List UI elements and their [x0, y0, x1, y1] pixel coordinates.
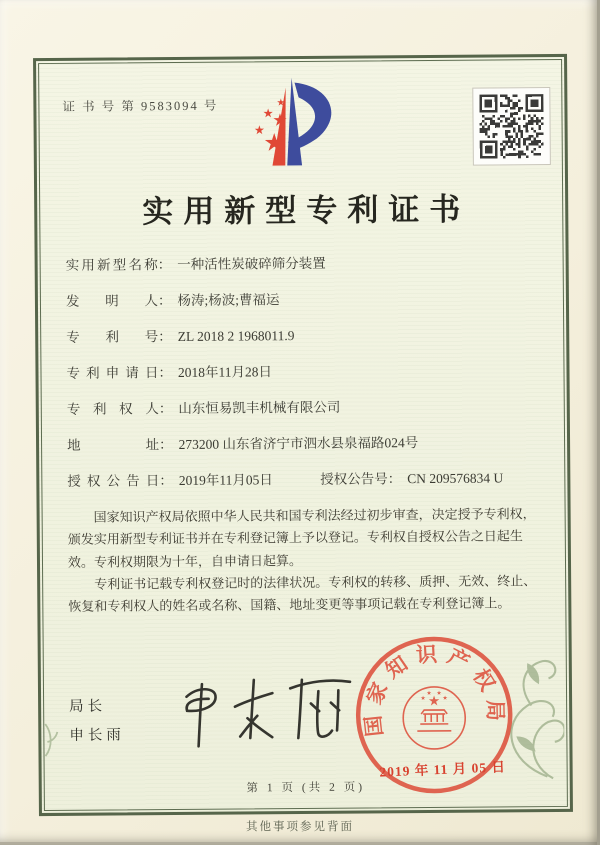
field-value: 杨涛;杨波;曹福运 [177, 292, 280, 308]
field-filing-date: 专利申请日： 2018年11月28日 [66, 359, 544, 384]
field-value: 一种活性炭破碎筛分装置 [177, 255, 326, 272]
director-title: 局长 [69, 698, 107, 715]
seal-date: 2019 年 11 月 05 日 [379, 759, 507, 780]
field-label: 专利号 [66, 329, 159, 345]
ornament-sprig-icon [43, 718, 65, 758]
back-note: 其他事项参见背面 [246, 821, 354, 833]
field-label: 实用新型名称 [65, 257, 158, 273]
paragraph-register-statement: 专利证书记载专利权登记时的法律状况。专利权的转移、质押、无效、终止、恢复和专利权人的姓名或名称、国籍、地址变更等事项记载在专利登记簿上。 [68, 573, 537, 615]
field-value: ZL 2018 2 1968011.9 [177, 328, 295, 344]
certificate-title: 实用新型专利证书 [142, 191, 471, 230]
paragraph-grant-statement: 国家知识产权局依照中华人民共和国专利法经过初步审查，决定授予专利权，颁发实用新型专利证书并在专利登记簿上予以登记。专利权自授权公告之日起生效。专利权期限为十年，自申请日起算。 [67, 506, 536, 570]
grant-date-value: 2019年11月05日 [178, 472, 273, 488]
field-patentee: 专利权人： 山东恒易凯丰机械有限公司 [67, 395, 545, 420]
certificate-content [66, 251, 547, 619]
field-grant-row: 授权公告日： 2019年11月05日 授权公告号： CN 209576834 U [67, 467, 545, 492]
field-label: 发明人 [65, 293, 158, 309]
field-value: 山东恒易凯丰机械有限公司 [178, 399, 341, 416]
grant-number-label: 授权公告号 [320, 471, 388, 487]
field-value: 273200 山东省济宁市泗水县泉福路024号 [178, 435, 419, 452]
field-patent-name: 实用新型名称： 一种活性炭破碎筛分装置 [66, 251, 544, 276]
field-patent-number: 专利号： ZL 2018 2 1968011.9 [66, 323, 544, 348]
field-address: 地址： 273200 山东省济宁市泗水县泉福路024号 [67, 431, 545, 456]
certificate-body [33, 54, 573, 816]
qr-code [472, 87, 551, 166]
director-signature-icon [168, 667, 371, 755]
field-label: 地址 [67, 437, 160, 453]
svg-text:国家知识产权局: 国家知识产权局 [360, 641, 508, 738]
field-label: 专利权人 [66, 401, 159, 417]
field-label: 专利申请日 [66, 365, 159, 381]
certificate-number: 证 书 号 第 9583094 号 [62, 98, 219, 114]
grant-date-label: 授权公告日 [67, 473, 160, 489]
cnipa-patent-logo-icon [228, 70, 367, 173]
director-name: 申长雨 [69, 727, 125, 744]
director-block [69, 692, 125, 750]
ornament-flourish-icon [438, 616, 564, 782]
page-number: 第 1 页 (共 2 页) [246, 781, 366, 795]
legal-paragraphs [68, 503, 547, 619]
field-value: 2018年11月28日 [177, 364, 273, 380]
grant-number-value: CN 209576834 U [407, 470, 504, 487]
field-inventors: 发明人： 杨涛;杨波;曹福运 [66, 287, 544, 312]
